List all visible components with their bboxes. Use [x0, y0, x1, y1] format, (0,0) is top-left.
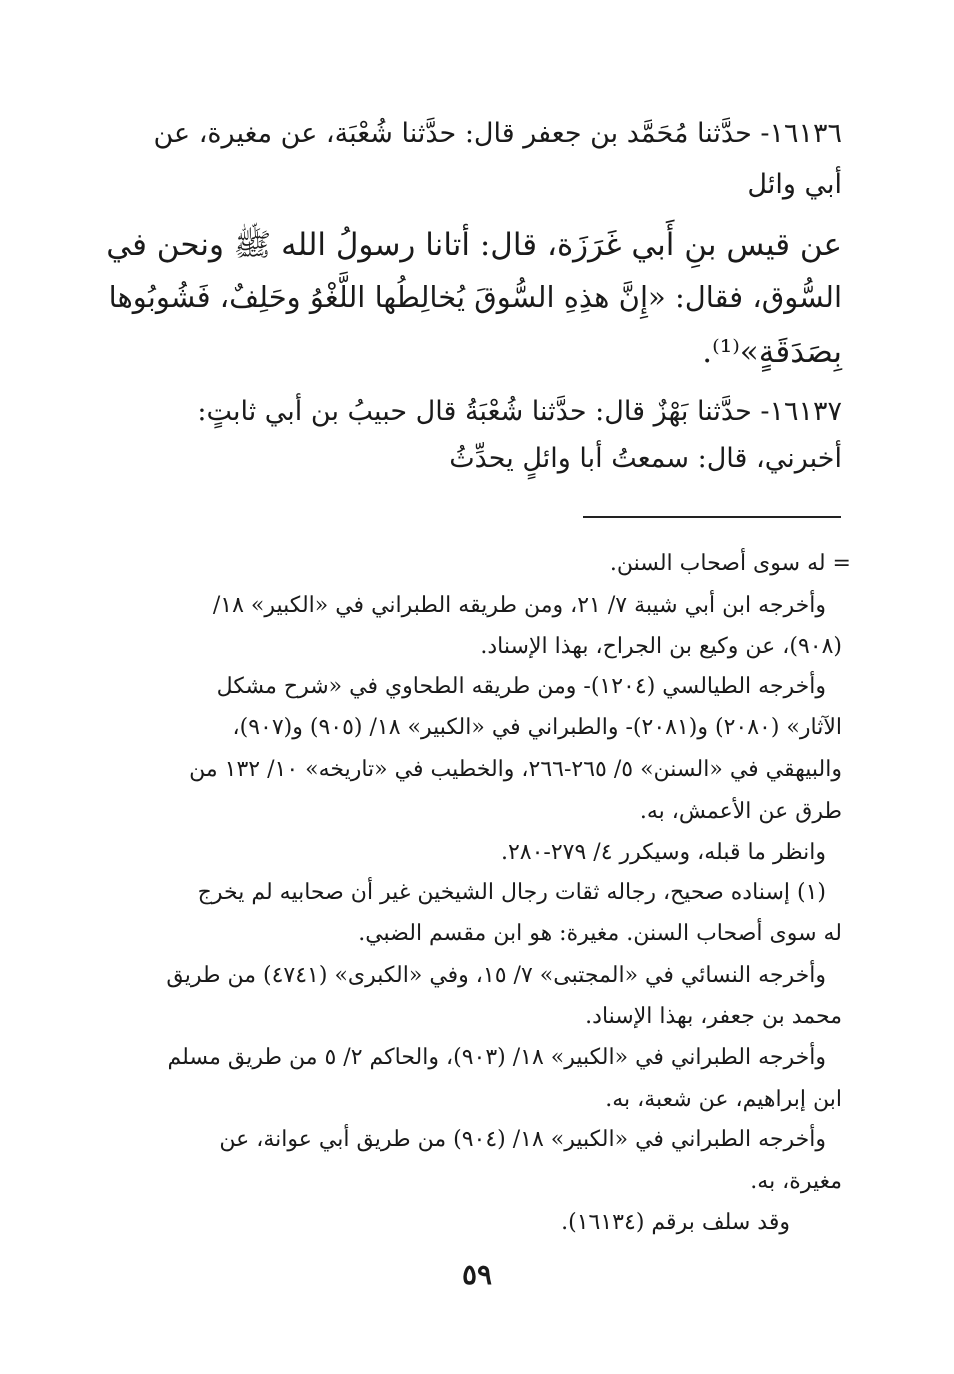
footnote-line: وقد سلف برقم (١٦١٣٤).	[561, 1210, 790, 1235]
footnote-line: (١) إسناده صحيح، رجاله ثقات رجال الشيخين غير أن صحابيه لم يخرج	[197, 880, 826, 905]
footnote-line: وأخرجه الطبراني في «الكبير» ١٨/ (٩٠٤) من طريق أبي عوانة، عن	[219, 1127, 826, 1152]
footnote-line: وأخرجه ابن أبي شيبة ٧/ ٢١، ومن طريقه الطبراني في «الكبير» ١٨/	[212, 593, 826, 618]
footnote-line: وانظر ما قبله، وسيكرر ٤/ ٢٧٩-٢٨٠.	[500, 840, 826, 865]
hadith-16137-header-line-1: ١٦١٣٧- حدَّثنا بَهْزٌ قال: حدَّثنا شُعْبَةُ قال حبيبُ بن أبي ثابتٍ:	[197, 396, 842, 427]
footnote-line: له سوى أصحاب السنن. مغيرة: هو ابن مقسم الضبي.	[358, 921, 842, 946]
hadith-16137-header-line-2: أخبرني، قال: سمعتُ أبا وائلٍ يحدِّثُ	[449, 443, 842, 474]
footnote-divider	[583, 516, 841, 518]
footnote-line: وأخرجه النسائي في «المجتبى» ٧/ ١٥، وفي «الكبرى» (٤٧٤١) من طريق	[166, 963, 826, 988]
page-number: ٥٩	[461, 1258, 493, 1291]
footnote-line: وأخرجه الطيالسي (١٢٠٤)- ومن طريقه الطحاوي في «شرح مشكل	[216, 674, 826, 699]
hadith-16136-header-line-1: ١٦١٣٦- حدَّثنا مُحَمَّد بن جعفر قال: حدَّثنا شُعْبَة، عن مغيرة، عن	[153, 118, 842, 149]
hadith-16136-text-line-2: السُّوق، فقال: «إِنَّ هذِهِ السُّوقَ يُخالِطُها اللَّغْوُ وحَلِفٌ، فَشُوبُوها	[108, 280, 842, 314]
hadith-16136-text-line-1: عن قيس بنِ أَبي غَرَزَة، قال: أتانا رسولُ الله ﷺ ونحن في	[106, 227, 842, 263]
footnote-line: والبيهقي في «السنن» ٥/ ٢٦٥-٢٦٦، والخطيب في «تاريخه» ١٠/ ١٣٢ من	[189, 757, 842, 782]
footnote-line: ابن إبراهيم، عن شعبة، به.	[605, 1087, 842, 1112]
hadith-16136-header-line-2: أبي وائل	[747, 169, 842, 200]
footnote-line: = له سوى أصحاب السنن.	[609, 551, 851, 576]
footnote-line: محمد بن جعفر، بهذا الإسناد.	[585, 1004, 842, 1029]
footnote-line: طرق عن الأعمش، به.	[639, 799, 842, 824]
hadith-16136-text-line-3: بِصَدَقَةٍ»⁽¹⁾.	[702, 334, 842, 370]
footnote-line: وأخرجه الطبراني في «الكبير» ١٨/ (٩٠٣)، والحاكم ٢/ ٥ من طريق مسلم	[167, 1045, 826, 1070]
footnote-line: مغيرة، به.	[750, 1169, 842, 1194]
footnote-line: الآثار» (٢٠٨٠) و(٢٠٨١)- والطبراني في «الكبير» ١٨/ (٩٠٥) و(٩٠٧)،	[232, 715, 842, 740]
footnote-line: (٩٠٨)، عن وكيع بن الجراح، بهذا الإسناد.	[480, 634, 842, 659]
